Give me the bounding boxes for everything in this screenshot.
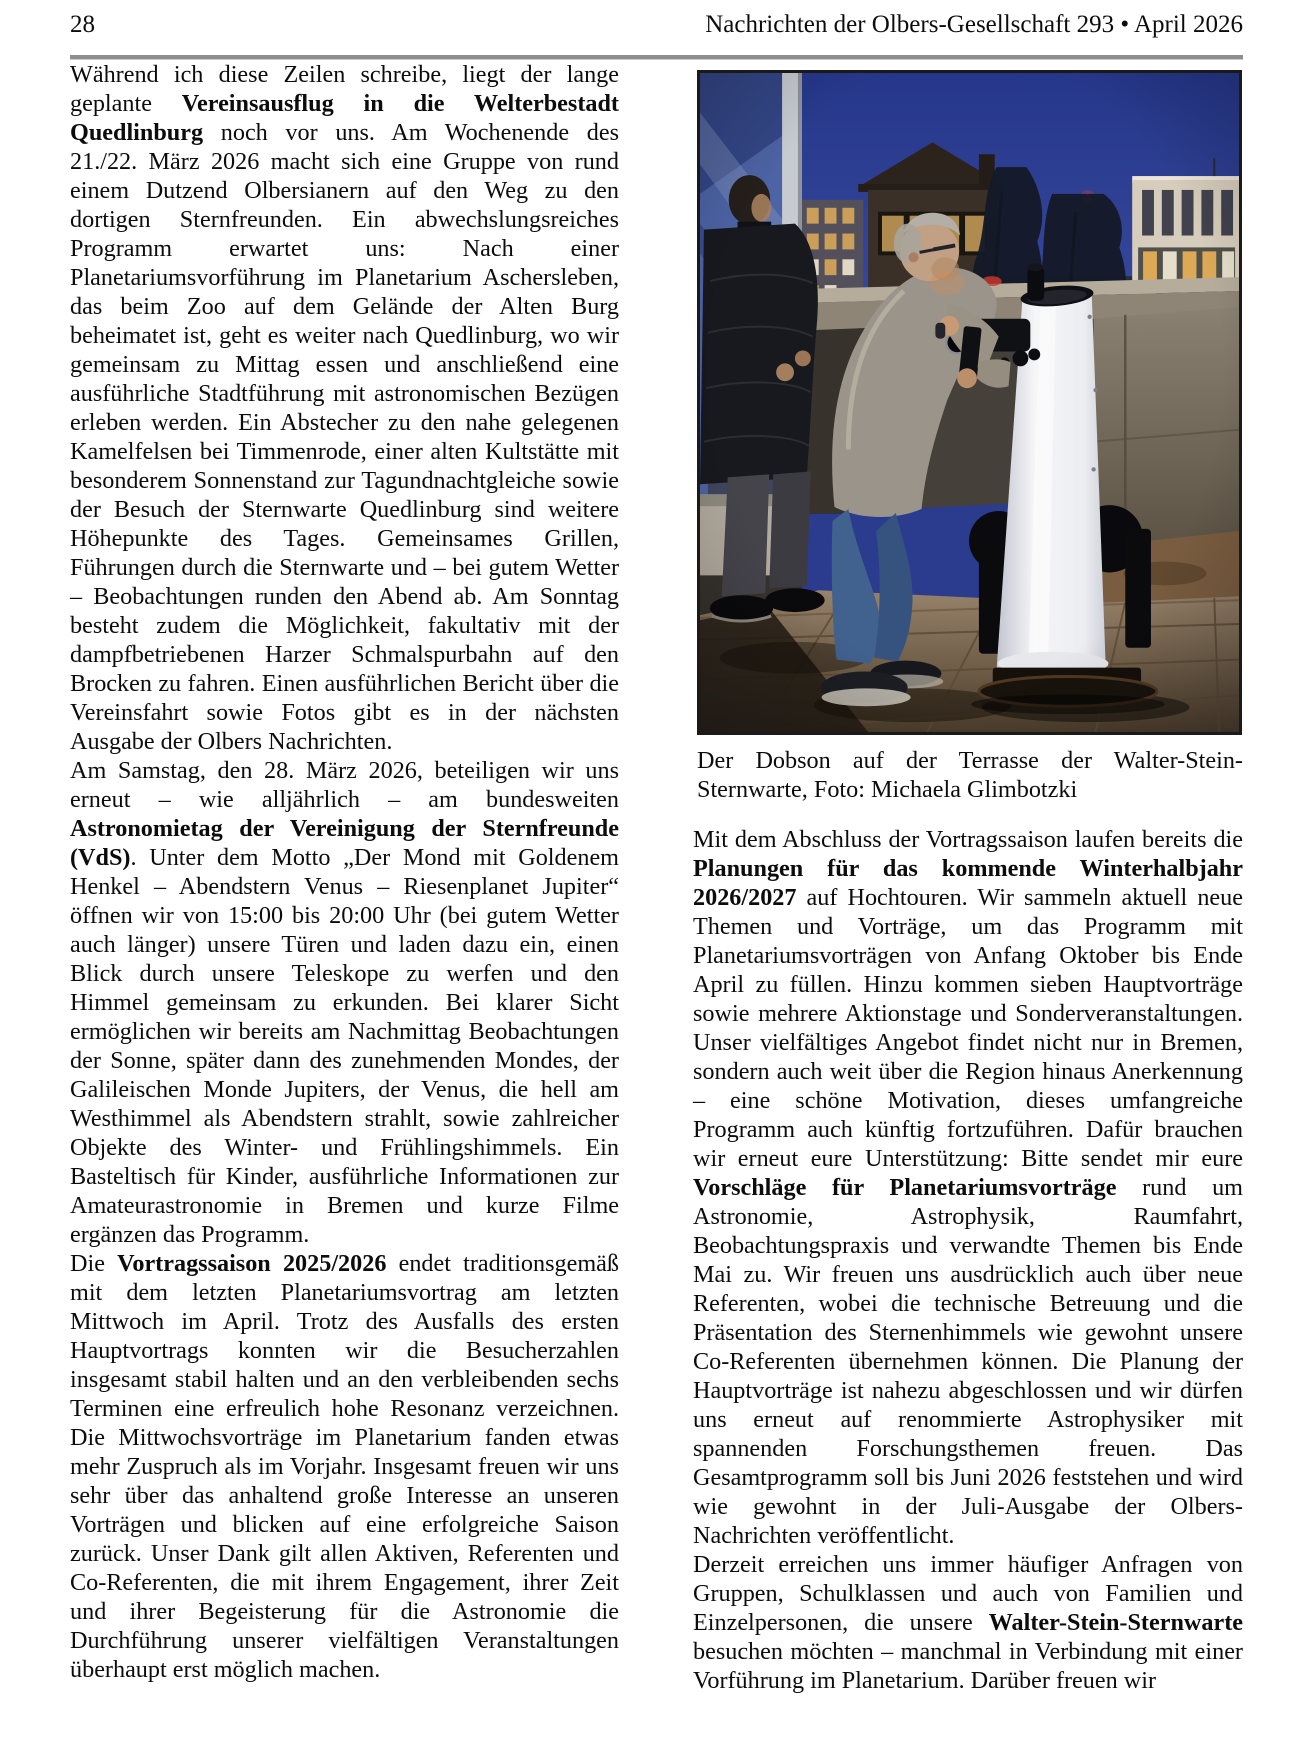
right-column (693, 60, 1243, 1695)
bold-run: Planungen für das kommende Winterhalbjahr 2026/2027 (693, 855, 1243, 911)
photo-vignette (700, 73, 1239, 732)
text-run: . Unter dem Motto „Der Mond mit Goldenem Henkel – Abendstern Venus – Riesenplanet Jupiter“ öffnen wir von 15:00 bis 20:00 Uhr (bei gutem Wetter auch länger) unsere Türen und laden dazu ein, einen Blick durch unsere Teleskope zu werfen und den Himmel gemeinsam zu erkunden. Bei klarer Sicht ermöglichen wir bereits am Nachmittag Beobachtungen der Sonne, später dann des zunehmenden Mondes, der Galileischen Monde Jupiters, der Venus, die hell am Westhimmel als Abendstern strahlt, sowie zahlreicher Objekte des Winter- und Frühlingshimmels. Ein Basteltisch für Kinder, ausführliche Informationen zur Amateurastronomie in Bremen und kurze Filme ergänzen das Programm. (70, 844, 619, 1248)
bold-run: Walter-Stein-Sternwarte (988, 1609, 1243, 1636)
bold-run: Vortragssaison 2025/2026 (117, 1250, 387, 1277)
bold-run: Astronomietag der Vereinigung der Sternfreunde (VdS) (70, 815, 619, 871)
right-column-text (693, 825, 1243, 1695)
photo-caption: Der Dobson auf der Terrasse der Walter-Stein-Sternwarte, Foto: Michaela Glimbotzki (697, 747, 1243, 803)
text-run: Die (70, 1250, 118, 1277)
text-run: noch vor uns. Am Wochenende des 21./22. März 2026 macht sich eine Gruppe von rund einem Dutzend Olbersianern auf den Weg zu den dortigen Sternfreunden. Ein abwechslungsreiches Programm erwartet uns: Nach einer Planetariumsvorführung im Planetarium Aschersleben, das beim Zoo auf dem Gelände der Alten Burg beheimatet ist, geht es weiter nach Quedlinburg, wo wir gemeinsam zu Mittag essen und anschließend eine ausführliche Stadtführung mit astronomischen Bezügen erleben werden. Ein Abstecher zu den nahe gelegenen Kamelfelsen bei Timmenrode, einer alten Kultstätte mit besonderem Sonnenstand zur Tagundnachtgleiche sowie der Besuch der Sternwarte Quedlinburg sind weitere Höhepunkte des Tages. Gemeinsames Grillen, Führungen durch die Sternwarte und – bei gutem Wetter – Beobachtungen runden den Abend ab. Am Sonntag besteht zudem die Möglichkeit, fakultativ mit der dampfbetriebenen Harzer Schmalspurbahn auf den Brocken zu fahren. Einen ausführlichen Bericht über die Vereinsfahrt sowie Fotos gibt es in der nächsten Ausgabe der Olbers Nachrichten. (70, 119, 619, 755)
text-run: Mit dem Abschluss der Vortragssaison laufen bereits die (693, 826, 1243, 853)
photo-figure (697, 70, 1242, 735)
journal-title: Nachrichten der Olbers-Gesellschaft 293 • April 2026 (705, 11, 1243, 38)
text-run: Während ich diese Zeilen schreibe, liegt der lange geplante (70, 61, 619, 117)
left-column (70, 60, 619, 1684)
paragraph (693, 1550, 1243, 1695)
page-number: 28 (70, 11, 95, 38)
bold-run: Vorschläge für Planetariumsvorträge (693, 1174, 1117, 1201)
text-run: Derzeit erreichen uns immer häufiger Anfragen von Gruppen, Schulklassen und auch von Familien und Einzelpersonen, die unsere (693, 1551, 1243, 1636)
text-run: Am Samstag, den 28. März 2026, beteiligen wir uns erneut – wie alljährlich – am bundesweiten (70, 757, 619, 813)
text-run: rund um Astronomie, Astrophysik, Raumfahrt, Beobachtungspraxis und verwandte Themen bis Ende Mai zu. Wir freuen uns ausdrücklich auch über neue Referenten, wobei die technische Betreuung und die Präsentation des Sternenhimmels wie gewohnt unsere Co-Referenten übernehmen können. Die Planung der Hauptvorträge ist nahezu abgeschlossen und wir dürfen uns erneut auf renommierte Astrophysiker mit spannenden Forschungsthemen freuen. Das Gesamtprogramm soll bis Juni 2026 feststehen und wird wie gewohnt in der Juli-Ausgabe der Olbers-Nachrichten veröffentlicht. (693, 1174, 1243, 1549)
dobson-terrace-photo (700, 73, 1239, 732)
paragraph (70, 60, 619, 756)
paragraph (70, 1249, 619, 1684)
paragraph (70, 756, 619, 1249)
text-run: endet traditionsgemäß mit dem letzten Planetariumsvortrag am letzten Mittwoch im April. Trotz des Ausfalls des ersten Hauptvortrags konnten wir die Besucherzahlen insgesamt stabil halten und an den verbleibenden sechs Terminen eine erfreulich hohe Resonanz verzeichnen. Die Mittwochsvorträge im Planetarium fanden etwas mehr Zuspruch als im Vorjahr. Insgesamt freuen wir uns sehr über das anhaltend große Interesse an unseren Vorträgen und blicken auf eine erfolgreiche Saison zurück. Unser Dank gilt allen Aktiven, Referenten und Co-Referenten, die mit ihrem Engagement, ihrer Zeit und ihrer Begeisterung für die Astronomie die Durchführung unserer vielfältigen Veranstaltungen überhaupt erst möglich machen. (70, 1250, 619, 1683)
text-run: besuchen möchten – manchmal in Verbindung mit einer Vorführung im Planetarium. Darüber freuen wir (693, 1638, 1243, 1694)
page-header (70, 10, 1243, 40)
text-run: auf Hochtouren. Wir sammeln aktuell neue Themen und Vorträge, um das Programm mit Planetariumsvorträgen von Anfang Oktober bis Ende April zu füllen. Hinzu kommen sieben Hauptvorträge sowie mehrere Aktionstage und Sonderveranstaltungen. Unser vielfältiges Angebot findet nicht nur in Bremen, sondern auch weit über die Region hinaus Anerkennung – eine schöne Motivation, dieses umfangreiche Programm auch künftig fortzuführen. Dafür brauchen wir erneut eure Unterstützung: Bitte sendet mir eure (693, 884, 1243, 1172)
bold-run: Vereinsausflug in die Welterbestadt Quedlinburg (70, 90, 619, 146)
paragraph (693, 825, 1243, 1550)
